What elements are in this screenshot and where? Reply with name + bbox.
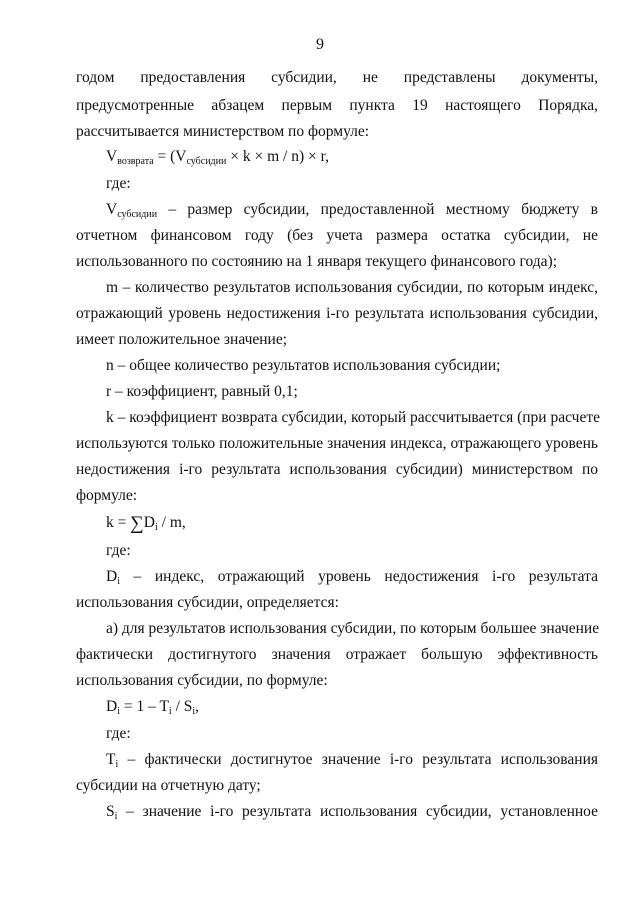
symbol: S bbox=[106, 803, 115, 820]
formula-symbol: D bbox=[106, 698, 118, 715]
formula-part: × k × m / n) × r, bbox=[226, 148, 330, 165]
text-line bbox=[106, 750, 598, 772]
symbol-subscript: i bbox=[114, 811, 118, 822]
text-line bbox=[106, 200, 598, 222]
formula-k bbox=[106, 512, 598, 535]
definition-n: n – общее количество результатов использования субсидии; bbox=[106, 357, 501, 374]
formula-subscript: i bbox=[192, 706, 196, 717]
text-line: рассчитывается министерством по формуле: bbox=[76, 123, 370, 140]
text-line: m – количество результатов использования субсидии, по которым индекс, bbox=[106, 279, 598, 296]
text-line: используются только положительные значения индекса, отражающего уровень bbox=[76, 435, 598, 452]
where-label: где: bbox=[106, 542, 131, 559]
symbol: T bbox=[106, 751, 116, 768]
definition-r: r – коэффициент, равный 0,1; bbox=[106, 383, 298, 400]
text-line: фактически достигнутого значения отражает большую эффективность bbox=[76, 646, 598, 663]
symbol-subscript: i bbox=[117, 576, 120, 587]
text-line bbox=[106, 802, 598, 824]
text-line: отражающий уровень недостижения i-го результата использования субсидии, bbox=[76, 305, 598, 322]
definition-text: – индекс, отражающий уровень недостижения i-го результата bbox=[119, 568, 598, 585]
formula-subscript: i bbox=[155, 522, 158, 533]
text-line: использования субсидии, определяется: bbox=[76, 594, 339, 611]
definition-text: – значение i-го результата использования субсидии, установленное bbox=[117, 803, 598, 820]
where-label: где: bbox=[106, 175, 131, 192]
formula-symbol: D bbox=[143, 514, 155, 531]
symbol: V bbox=[106, 201, 118, 218]
formula-subscript: возврата bbox=[117, 156, 154, 167]
formula-subscript: i bbox=[117, 706, 120, 717]
text-line bbox=[106, 567, 598, 589]
where-label: где: bbox=[106, 725, 131, 742]
sum-symbol: ∑ bbox=[130, 513, 144, 534]
formula-part: = (V bbox=[153, 148, 187, 165]
symbol-subscript: субсидии bbox=[117, 209, 158, 220]
formula-subscript: i bbox=[168, 706, 172, 717]
formula-return bbox=[106, 147, 598, 169]
text-line: субсидии на отчетную дату; bbox=[76, 777, 261, 794]
text-line: k – коэффициент возврата субсидии, который рассчитывается (при расчете bbox=[106, 409, 600, 426]
formula-subscript: субсидии bbox=[186, 156, 227, 167]
text-line: недостижения i-го результата использования субсидии) министерством по bbox=[76, 461, 598, 478]
text-line: отчетном финансовом году (без учета размера остатка субсидии, не bbox=[76, 227, 598, 244]
definition-text: – размер субсидии, предоставленной местному бюджету в bbox=[157, 201, 598, 218]
formula-part: / S bbox=[171, 698, 193, 715]
page-number: 9 bbox=[316, 36, 324, 53]
text-line: формуле: bbox=[76, 487, 138, 504]
text-line: имеет положительное значение; bbox=[76, 331, 288, 348]
formula-part: , bbox=[195, 698, 200, 715]
text-line: использованного по состоянию на 1 января текущего финансового года); bbox=[76, 253, 558, 270]
definition-text: – фактически достигнутое значение i-го результата использования bbox=[118, 751, 598, 768]
symbol-subscript: i bbox=[115, 759, 119, 770]
text-line: годом предоставления субсидии, не представлены документы, bbox=[76, 69, 598, 86]
text-line: использования субсидии, по формуле: bbox=[76, 672, 328, 689]
formula-part: k = bbox=[106, 514, 131, 531]
formula-part: = 1 – T bbox=[119, 698, 169, 715]
formula-di bbox=[106, 697, 598, 719]
formula-part: / m, bbox=[157, 514, 186, 531]
text-line: предусмотренные абзацем первым пункта 19 настоящего Порядка, bbox=[76, 97, 598, 114]
text-line: а) для результатов использования субсидии, по которым большее значение bbox=[106, 620, 600, 637]
symbol: D bbox=[106, 568, 118, 585]
formula-symbol: V bbox=[106, 148, 118, 165]
